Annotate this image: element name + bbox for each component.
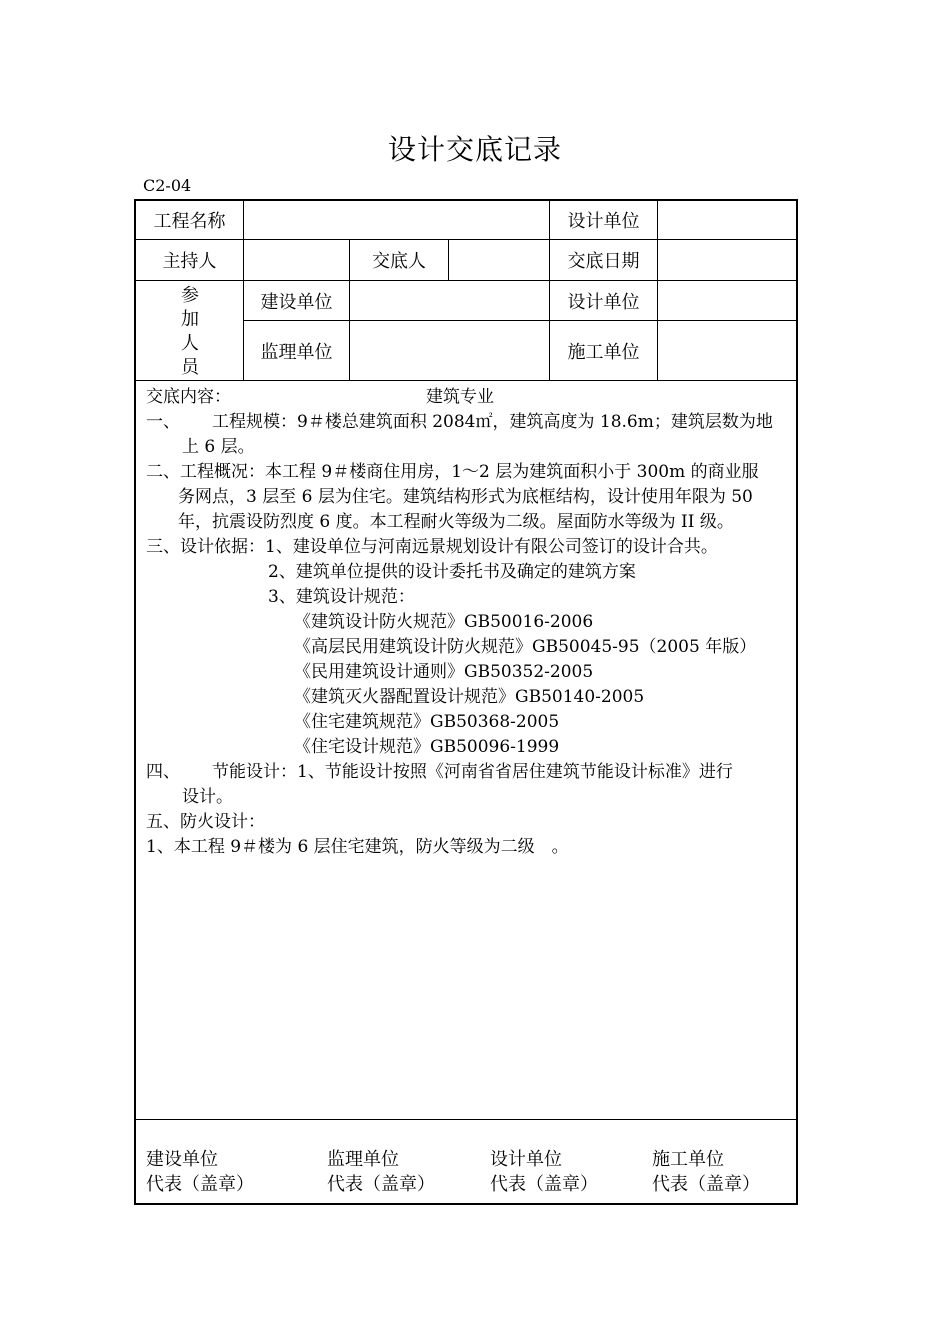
section-1-line <box>146 410 792 435</box>
page-title: 设计交底记录 <box>387 133 562 166</box>
signature-unit: 建设单位 <box>146 1149 218 1170</box>
design-unit2-field[interactable] <box>658 281 796 320</box>
signature-design <box>490 1147 640 1197</box>
participants-char: 员 <box>181 356 199 378</box>
signature-construction <box>146 1147 296 1197</box>
discipline-label: 建筑专业 <box>426 387 494 407</box>
signature-rep: 代表（盖章） <box>146 1174 254 1195</box>
section-4-line: 设计。 <box>182 787 233 807</box>
section-4-text: 节能设计：1、节能设计按照《河南省省居住建筑节能设计标准》进行 <box>212 762 733 782</box>
section-4-number: 四、 <box>146 762 180 782</box>
signature-rep: 代表（盖章） <box>652 1174 760 1195</box>
disclosure-content <box>146 385 792 860</box>
norm-item: 《民用建筑设计通则》GB50352-2005 <box>294 662 594 682</box>
norm-item: 《高层民用建筑设计防火规范》GB50045-95（2005 年版） <box>294 637 757 657</box>
section-2-line: 年，抗震设防烈度 6 度。本工程耐火等级为二级。屋面防水等级为 II 级。 <box>178 512 734 532</box>
section-3-item: 2、建筑单位提供的设计委托书及确定的建筑方案 <box>268 562 636 582</box>
construction-unit-label: 建设单位 <box>260 291 333 313</box>
row-divider <box>136 380 796 381</box>
section-3-item: 3、建筑设计规范： <box>268 587 415 607</box>
signature-unit: 施工单位 <box>652 1149 724 1170</box>
participants-char: 参 <box>181 284 199 306</box>
section-5-heading: 五、防火设计： <box>146 812 265 832</box>
date-field[interactable] <box>658 240 796 280</box>
section-1-text: 工程规模：9＃楼总建筑面积 2084㎡，建筑高度为 18.6m；建筑层数为地 <box>212 412 773 432</box>
contractor-label: 施工单位 <box>567 341 640 363</box>
supervision-unit-label: 监理单位 <box>260 341 333 363</box>
section-2-line: 二、工程概况：本工程 9＃楼商住用房，1～2 层为建筑面积小于 300m 的商业服 <box>146 462 759 482</box>
supervision-unit-field[interactable] <box>350 321 549 380</box>
norm-item: 《建筑灭火器配置设计规范》GB50140-2005 <box>294 687 645 707</box>
section-2-line: 务网点，3 层至 6 层为住宅。建筑结构形式为底框结构，设计使用年限为 50 <box>178 487 753 507</box>
participants-char: 人 <box>181 332 199 354</box>
presenter-label: 交底人 <box>372 251 426 272</box>
signature-unit: 监理单位 <box>327 1149 399 1170</box>
design-unit-label: 设计单位 <box>567 211 640 232</box>
norm-item: 《建筑设计防火规范》GB50016-2006 <box>294 612 594 632</box>
participants-label <box>136 283 244 380</box>
presenter-field[interactable] <box>449 240 549 280</box>
row-divider <box>136 1119 796 1120</box>
design-unit2-label: 设计单位 <box>567 291 640 313</box>
section-1-number: 一、 <box>146 412 180 432</box>
date-label: 交底日期 <box>567 251 640 272</box>
participants-char: 加 <box>181 308 199 330</box>
section-3-line: 三、设计依据：1、建设单位与河南远景规划设计有限公司签订的设计合共。 <box>146 537 718 557</box>
host-field[interactable] <box>244 240 349 280</box>
project-name-field[interactable] <box>244 201 549 239</box>
signature-rep: 代表（盖章） <box>490 1174 598 1195</box>
section-1-line: 上 6 层。 <box>182 437 255 457</box>
construction-unit-field[interactable] <box>350 281 549 320</box>
form-code: C2-04 <box>143 176 192 195</box>
content-heading-line <box>146 385 792 410</box>
disclosure-form <box>134 199 798 1205</box>
content-label: 交底内容： <box>146 387 231 407</box>
signature-contractor <box>652 1147 802 1197</box>
design-unit-field[interactable] <box>658 201 796 239</box>
norm-item: 《住宅建筑规范》GB50368-2005 <box>294 712 560 732</box>
norm-item: 《住宅设计规范》GB50096-1999 <box>294 737 560 757</box>
contractor-field[interactable] <box>658 321 796 380</box>
section-5-line: 1、本工程 9＃楼为 6 层住宅建筑，防火等级为二级 。 <box>146 837 569 857</box>
section-4-line <box>146 760 792 785</box>
host-label: 主持人 <box>162 251 217 272</box>
signature-rep: 代表（盖章） <box>327 1174 435 1195</box>
signature-supervision <box>327 1147 477 1197</box>
signature-unit: 设计单位 <box>490 1149 562 1170</box>
project-name-label: 工程名称 <box>153 211 226 232</box>
